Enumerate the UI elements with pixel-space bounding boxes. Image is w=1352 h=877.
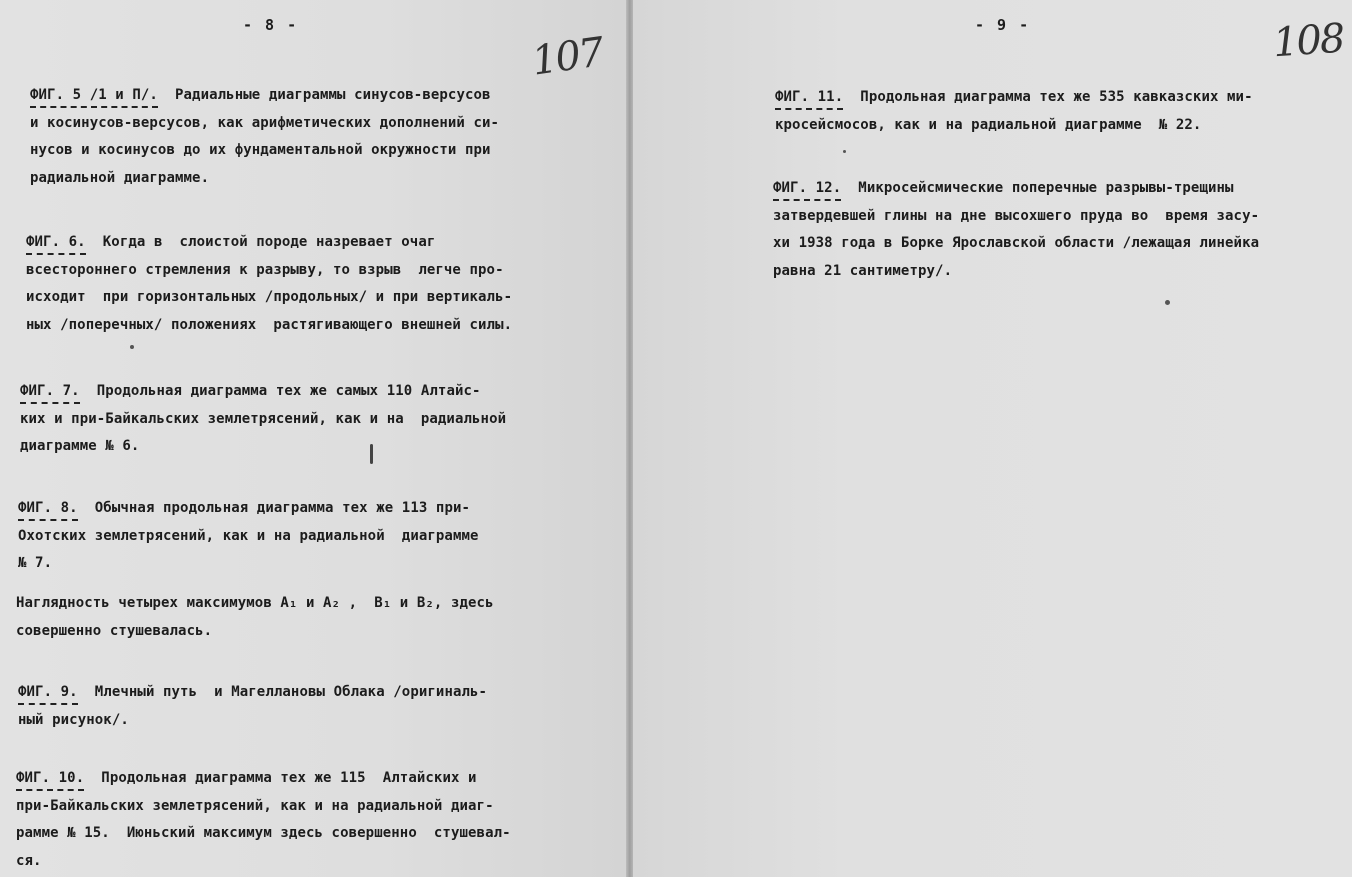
caption-line: совершенно стушевалась.: [16, 622, 213, 639]
figure-label: ФИГ. 12.: [773, 177, 841, 201]
figure-label: ФИГ. 6.: [26, 231, 86, 255]
caption-line: Охотских землетрясений, как и на радиальной диаграмме: [18, 527, 479, 544]
caption-line: всестороннего стремления к разрыву, то взрыв легче про-: [26, 261, 504, 278]
caption-line: Радиальные диаграммы синусов-версусов: [175, 87, 491, 103]
caption-line: Продольная диаграмма тех же самых 110 Алтайс-: [96, 383, 481, 399]
figure-caption-10: [16, 765, 511, 875]
page-number: - 8 -: [243, 16, 299, 34]
figure-label: ФИГ. 9.: [18, 681, 78, 705]
caption-line: Микросейсмические поперечные разрывы-трещины: [858, 180, 1234, 196]
caption-line: радиальной диаграмме.: [30, 169, 210, 186]
caption-line: Когда в слоистой породе назревает очаг: [102, 234, 436, 250]
ink-speck: [1165, 300, 1170, 305]
figure-caption-5: [30, 82, 499, 192]
caption-line: ся.: [16, 852, 42, 869]
caption-line: при-Байкальских землетрясений, как и на радиальной диаг-: [16, 797, 494, 814]
figure-label: ФИГ. 10.: [16, 767, 84, 791]
handwritten-page-number: 107: [529, 29, 606, 85]
caption-line: диаграмме № 6.: [20, 438, 140, 454]
figure-caption-8: [18, 495, 479, 578]
caption-line: Млечный путь и Магеллановы Облака /оригиналь-: [94, 684, 488, 700]
page-number: - 9 -: [975, 16, 1031, 34]
ink-speck: [130, 345, 134, 349]
caption-line: затвердевшей глины на дне высохшего пруда во время засу-: [773, 207, 1260, 224]
caption-line: ный рисунок/.: [18, 711, 129, 728]
caption-line: Продольная диаграмма тех же 115 Алтайских и: [101, 770, 477, 786]
figure-caption-9: [18, 679, 487, 734]
caption-line: ных /поперечных/ положениях растягивающего внешней силы.: [26, 316, 513, 333]
caption-line: кросейсмосов, как и на радиальной диаграмме № 22.: [775, 116, 1202, 133]
figure-label: ФИГ. 8.: [18, 497, 78, 521]
handwritten-page-number: 108: [1271, 15, 1345, 67]
caption-line: исходит при горизонтальных /продольных/ и при вертикаль-: [26, 289, 513, 305]
caption-line: равна 21 сантиметру/.: [773, 262, 953, 279]
caption-line: № 7.: [18, 555, 53, 571]
right-page: [633, 0, 1352, 877]
figure-label: ФИГ. 5 /1 и П/.: [30, 84, 158, 108]
figure-caption-12: [773, 175, 1259, 285]
figure-label: ФИГ. 11.: [775, 86, 843, 110]
figure-label: ФИГ. 7.: [20, 380, 80, 404]
caption-line: рамме № 15. Июньский максимум здесь совершенно стушевал-: [16, 825, 511, 841]
caption-line: и косинусов-версусов, как арифметических дополнений си-: [30, 114, 500, 131]
caption-line: нусов и косинусов до их фундаментальной окружности при: [30, 142, 491, 158]
caption-line: Продольная диаграмма тех же 535 кавказских ми-: [860, 89, 1253, 105]
ink-mark: [370, 444, 373, 464]
figure-8-note: [16, 590, 494, 645]
figure-caption-6: [26, 229, 512, 339]
caption-line: Обычная продольная диаграмма тех же 113 при-: [94, 500, 471, 516]
caption-line: ких и при-Байкальских землетрясений, как и на радиальной: [20, 410, 507, 427]
figure-caption-11: [775, 84, 1253, 139]
left-page: [0, 0, 628, 877]
ink-speck: [843, 150, 846, 153]
figure-caption-7: [20, 378, 506, 461]
caption-line: хи 1938 года в Борке Ярославской области /лежащая линейка: [773, 235, 1260, 251]
caption-line: Наглядность четырех максимумов A₁ и A₂ , B₁ и B₂, здесь: [16, 595, 494, 611]
